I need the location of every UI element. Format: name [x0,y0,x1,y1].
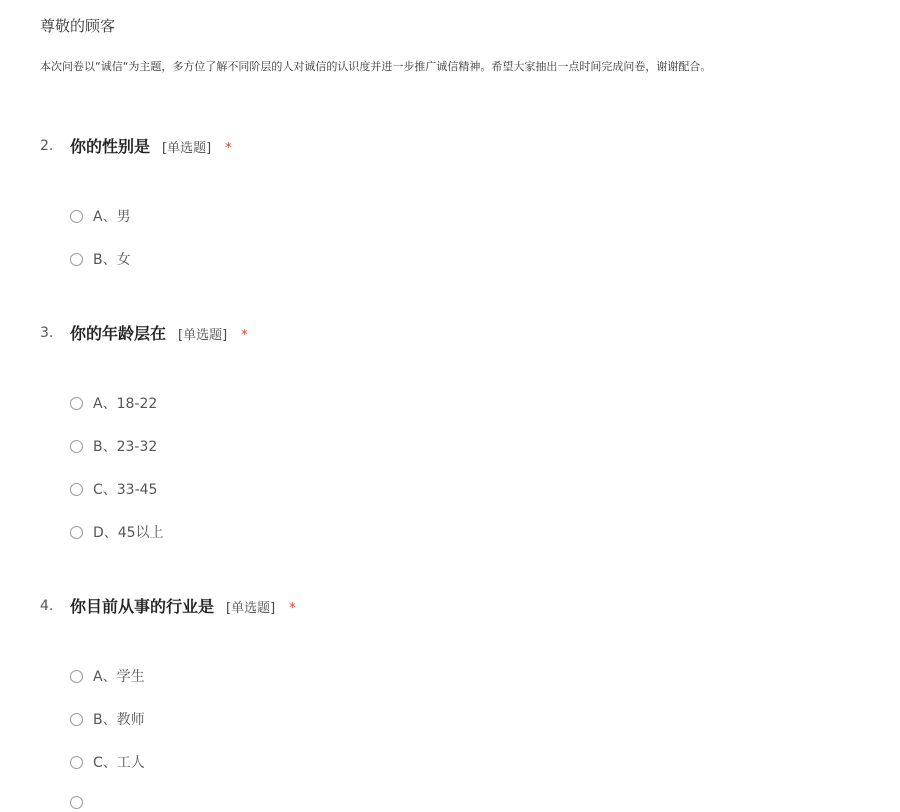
radio-button[interactable] [70,670,83,683]
question-4 [40,594,860,771]
option-label: A、18-22 [93,396,158,412]
radio-button[interactable] [70,483,83,496]
option-female[interactable] [70,249,131,269]
question-type-label: [单选题] [162,141,212,156]
survey-greeting: 尊敬的顾客 [40,17,116,35]
required-marker: * [289,601,296,616]
question-title-text: 你的年龄层在 [70,324,167,343]
question-3 [40,321,860,541]
radio-button[interactable] [70,253,83,266]
option-label: A、男 [93,209,131,225]
question-number: 4. [40,598,54,614]
radio-button[interactable] [70,526,83,539]
radio-button[interactable] [70,713,83,726]
question-number: 3. [40,325,54,341]
question-title [70,321,248,344]
radio-button[interactable] [70,756,83,769]
question-title-text: 你目前从事的行业是 [70,597,215,616]
option-student[interactable] [70,666,145,686]
option-label: B、教师 [93,712,145,728]
question-title [70,134,232,157]
required-marker: * [241,328,248,343]
question-title-text: 你的性别是 [70,137,151,156]
option-label: A、学生 [93,669,145,685]
required-marker: * [225,141,232,156]
radio-button[interactable] [70,210,83,223]
question-type-label: [单选题] [226,601,276,616]
option-label: C、工人 [93,755,145,771]
option-next-partial[interactable] [70,792,93,812]
question-title [70,594,296,617]
option-label: B、23-32 [93,439,158,455]
question-header [40,321,860,345]
survey-intro: 本次问卷以“诚信“为主题，多方位了解不同阶层的人对诚信的认识度并进一步推广诚信精神。希望大家抽出一点时间完成问卷，谢谢配合。 [40,60,712,73]
option-age-33-45[interactable] [70,479,157,499]
question-number: 2. [40,138,54,154]
option-age-23-32[interactable] [70,436,157,456]
option-label: C、33-45 [93,482,158,498]
option-teacher[interactable] [70,709,145,729]
option-label: D、45以上 [93,525,164,541]
question-header [40,594,860,618]
radio-button[interactable] [70,440,83,453]
option-worker[interactable] [70,752,145,772]
option-age-45-plus[interactable] [70,522,164,542]
question-type-label: [单选题] [178,328,228,343]
question-2 [40,134,860,268]
option-label: B、女 [93,252,131,268]
question-header [40,134,860,158]
option-male[interactable] [70,206,131,226]
radio-button[interactable] [70,796,83,809]
radio-button[interactable] [70,397,83,410]
option-age-18-22[interactable] [70,393,157,413]
